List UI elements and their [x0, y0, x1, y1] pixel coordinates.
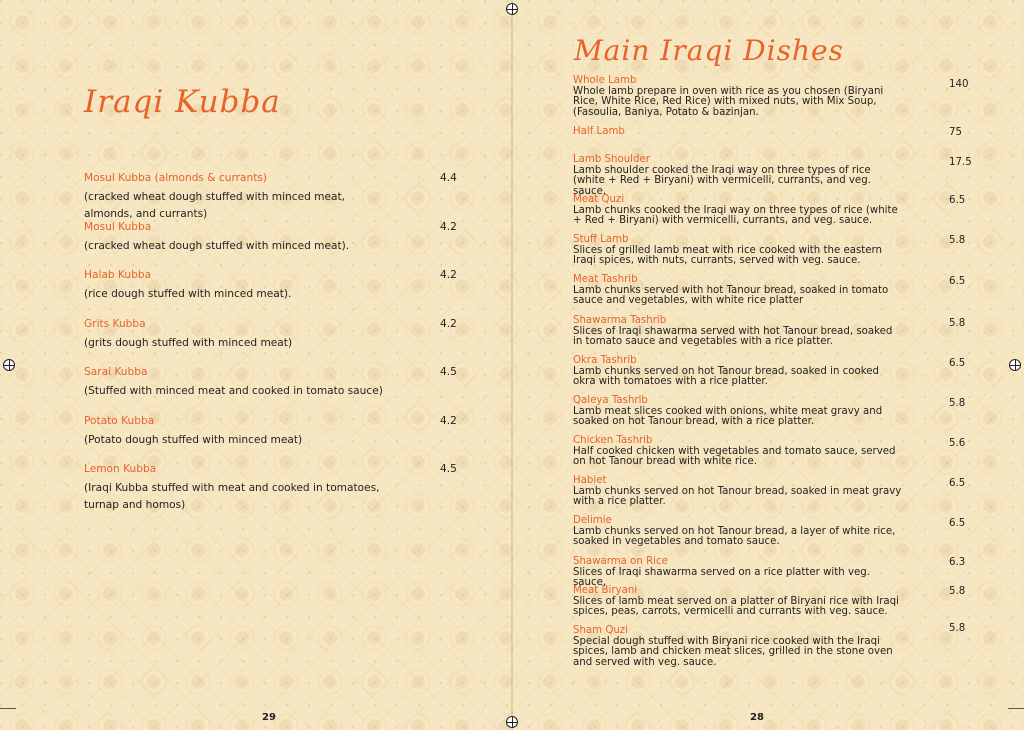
- dish-item-description: Slices of grilled lamb meat with rice cooked with the eastern Iraqi spices, with nuts, currants, served with veg. sauce.: [573, 244, 882, 266]
- dish-item-name: Shawarma on Rice: [573, 556, 668, 567]
- dish-item: [573, 155, 973, 197]
- dish-item: [573, 623, 973, 668]
- kubba-item-price: 4.2: [440, 220, 457, 233]
- kubba-item-description: (Stuffed with minced meat and cooked in tomato sauce): [84, 385, 383, 397]
- kubba-item: [84, 269, 464, 318]
- dish-item: [573, 127, 973, 138]
- dish-item-description: Half cooked chicken with vegetables and tomato sauce, served on hot Tanour bread with white rice.: [573, 445, 896, 467]
- kubba-item-name: Mosul Kubba: [84, 220, 152, 233]
- kubba-menu-list: [84, 172, 464, 512]
- kubba-item: [84, 415, 464, 464]
- dish-item: [573, 516, 973, 548]
- kubba-item-name: Mosul Kubba (almonds & currants): [84, 172, 268, 184]
- crop-mark-icon: [0, 708, 16, 709]
- dish-item-price: 5.8: [949, 235, 966, 246]
- dish-item-description: Slices of Iraqi shawarma served with hot Tanour bread, soaked in tomato sauce and vegetables with a rice platter.: [573, 325, 893, 347]
- kubba-item-name: Sarai Kubba: [84, 366, 148, 378]
- dish-item-description: Slices of Iraqi shawarma served on a rice platter with veg. sauce.: [573, 566, 870, 588]
- kubba-item-description: (cracked wheat dough stuffed with minced meat).: [84, 239, 350, 252]
- dish-item-name: Meat Quzi: [573, 194, 625, 205]
- dish-item-description: Lamb chunks served on hot Tanour bread, a layer of white rice, soaked in vegetables and tomato sauce.: [573, 525, 896, 547]
- left-page-number: 29: [262, 712, 276, 723]
- dish-item: [573, 235, 973, 267]
- dish-item-description: Lamb chunks served on hot Tanour bread, soaked in meat gravy with a rice platter.: [573, 485, 902, 507]
- dish-item-name: Meat Biryani: [573, 585, 638, 596]
- kubba-item-description: (cracked wheat dough stuffed with minced meat, almonds, and currants): [84, 191, 346, 220]
- kubba-item-price: 4.4: [440, 172, 457, 184]
- registration-mark-left-icon: [3, 359, 15, 371]
- right-page-number: 28: [750, 712, 764, 723]
- dish-item-name: Sham Quzi: [573, 625, 628, 636]
- kubba-item-description: (Potato dough stuffed with minced meat): [84, 433, 303, 446]
- kubba-item-description: (Iraqi Kubba stuffed with meat and cooked in tomatoes, turnap and homos): [84, 482, 380, 511]
- dish-item: [573, 316, 973, 348]
- dish-item-price: 5.8: [949, 623, 966, 634]
- kubba-item-price: 4.5: [440, 366, 457, 378]
- main-dishes-section-title: Main Iraqi Dishes: [574, 34, 844, 67]
- dish-item: [573, 275, 973, 307]
- kubba-section-title: Iraqi Kubba: [84, 84, 281, 120]
- dish-item-description: Lamb meat slices cooked with onions, white meat gravy and soaked on hot Tanour bread, with a rice platter.: [573, 405, 883, 427]
- kubba-item-price: 4.5: [440, 463, 457, 475]
- page-fold: [511, 0, 513, 730]
- dish-item: [573, 356, 973, 388]
- dish-item-name: Chicken Tashrib: [573, 435, 653, 446]
- kubba-item: [84, 221, 464, 270]
- kubba-item-name: Grits Kubba: [84, 317, 146, 330]
- dish-item-name: Stuff Lamb: [573, 234, 629, 245]
- dish-item-price: 5.8: [949, 586, 966, 597]
- crop-mark-icon: [1008, 708, 1024, 709]
- dish-item-price: 75: [949, 127, 962, 138]
- dish-item-price: 6.3: [949, 557, 966, 568]
- registration-mark-top-icon: [506, 3, 518, 15]
- kubba-item-description: (rice dough stuffed with minced meat).: [84, 288, 292, 300]
- kubba-item-name: Lemon Kubba: [84, 463, 157, 475]
- dish-item: [573, 557, 973, 589]
- registration-mark-bottom-icon: [506, 716, 518, 728]
- kubba-item: [84, 172, 464, 221]
- dish-item-name: Lamb Shoulder: [573, 154, 650, 165]
- dish-item-name: Shawarma Tashrib: [573, 315, 667, 326]
- dish-item-price: 6.5: [949, 358, 966, 369]
- dish-item-name: Okra Tashrib: [573, 355, 637, 366]
- dish-item-price: 6.5: [949, 276, 966, 287]
- registration-mark-right-icon: [1009, 359, 1021, 371]
- dish-item: [573, 436, 973, 468]
- kubba-item: [84, 318, 464, 367]
- kubba-item-name: Halab Kubba: [84, 269, 152, 281]
- dish-item-description: Lamb shoulder cooked the Iraqi way on three types of rice (white + Red + Biryani) with vermicelli, currants, and veg. sauce.: [573, 164, 871, 197]
- kubba-item-price: 4.2: [440, 414, 457, 427]
- kubba-item-name: Potato Kubba: [84, 414, 155, 427]
- dish-item: [573, 195, 973, 227]
- kubba-item-price: 4.2: [440, 269, 457, 281]
- dish-item-price: 5.6: [949, 438, 966, 449]
- dish-item-name: Habiet: [573, 475, 607, 486]
- kubba-item-description: (grits dough stuffed with minced meat): [84, 336, 293, 349]
- dish-item: [573, 586, 973, 618]
- dish-item-price: 6.5: [949, 478, 966, 489]
- dish-item-description: Whole lamb prepare in oven with rice as you chosen (Biryani Rice, White Rice, Red Rice) with mixed nuts, with Mix Soup, (Fasoulia, Baniya, Potato & bazinjan.: [573, 85, 884, 118]
- dish-item-name: Whole Lamb: [573, 75, 637, 86]
- dish-item-name: Delimie: [573, 515, 612, 526]
- dish-item-price: 140: [949, 79, 969, 90]
- dish-item-description: Lamb chunks served on hot Tanour bread, soaked in cooked okra with tomatoes with a rice platter.: [573, 365, 879, 387]
- kubba-item: [84, 366, 464, 415]
- dish-item-description: Slices of lamb meat served on a platter of Biryani rice with Iraqi spices, peas, carrots, vermicelli and currants with veg. sauce.: [573, 595, 899, 617]
- dish-item-price: 5.8: [949, 398, 966, 409]
- kubba-item: [84, 463, 464, 512]
- dish-item-price: 5.8: [949, 318, 966, 329]
- dish-item: [573, 76, 973, 118]
- dish-item-price: 6.5: [949, 518, 966, 529]
- dish-item-description: Special dough stuffed with Biryani rice cooked with the Iraqi spices, lamb and chicken meat slices, grilled in the stone oven and served with veg. sauce.: [573, 635, 893, 668]
- dish-item-price: 17.5: [949, 157, 972, 168]
- dish-item: [573, 396, 973, 428]
- dish-item-price: 6.5: [949, 195, 966, 206]
- dish-item-description: Lamb chunks served with hot Tanour bread, soaked in tomato sauce and vegetables, with white rice platter: [573, 284, 889, 306]
- dish-item-name: Meat Tashrib: [573, 274, 638, 285]
- dish-item-name: Half Lamb: [573, 126, 625, 137]
- dish-item-description: Lamb chunks cooked the Iraqi way on three types of rice (white + Red + Biryani) with vermicelli, currants, and veg. sauce.: [573, 204, 898, 226]
- dish-item-name: Qaleya Tashrib: [573, 395, 648, 406]
- kubba-item-price: 4.2: [440, 317, 457, 330]
- dish-item: [573, 476, 973, 508]
